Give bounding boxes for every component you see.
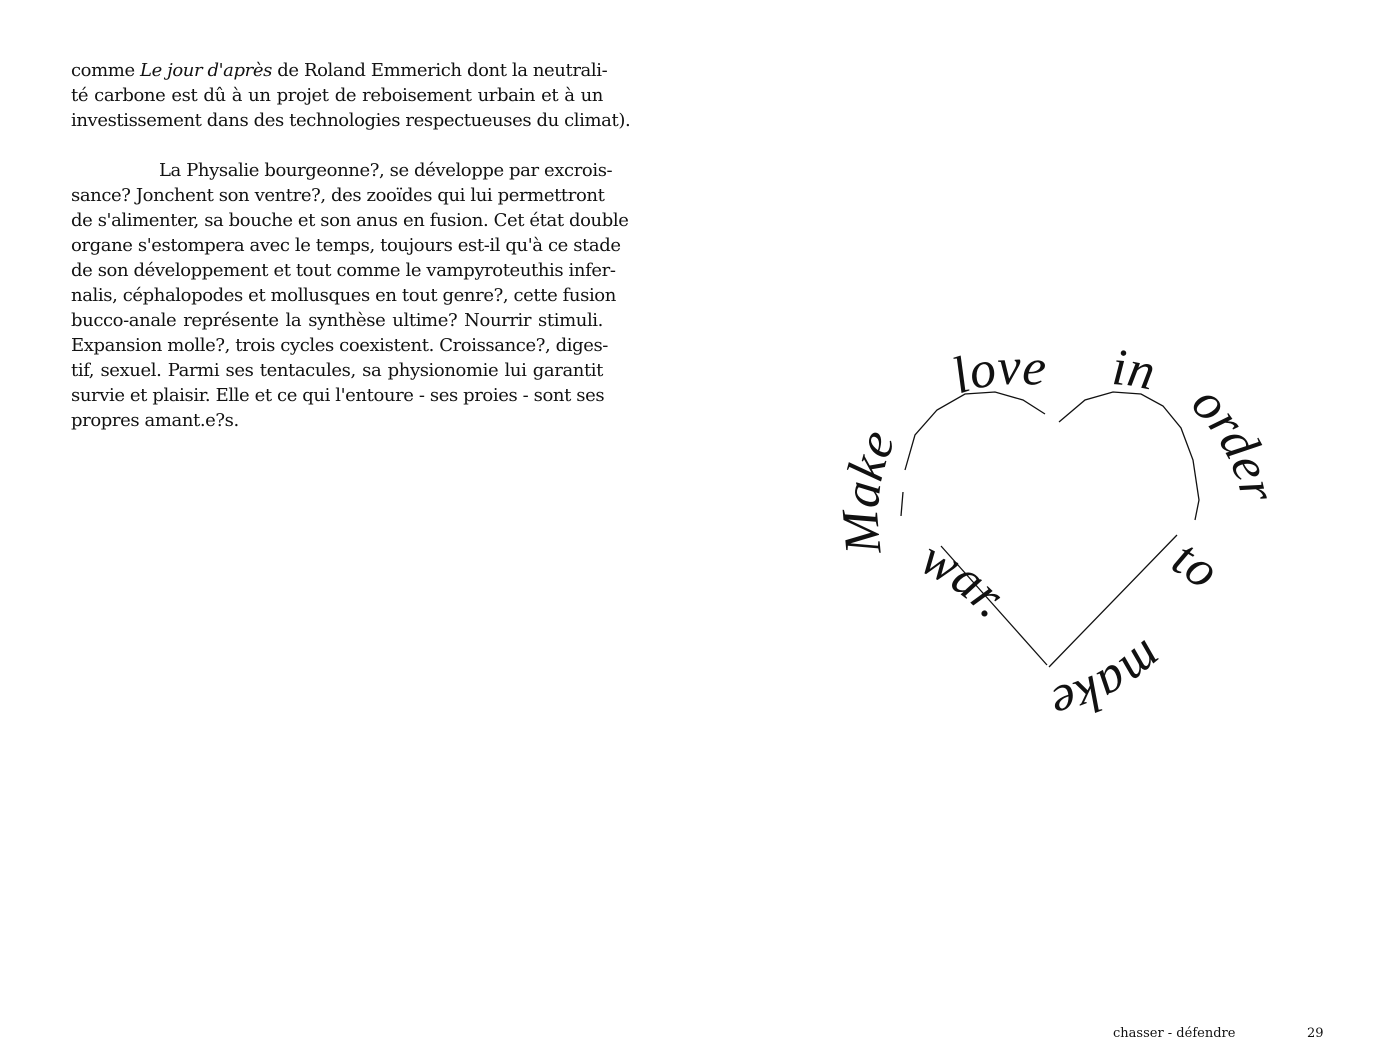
- text-line: La Physalie bourgeonne?, se développe par excrois-: [159, 160, 613, 181]
- heart-outline-right-lobe: [1059, 392, 1199, 520]
- heart-outline: [901, 392, 1199, 667]
- heart-word-to: to: [1162, 529, 1230, 601]
- text-line: té carbone est dû à un projet de reboisement urbain et à un: [71, 85, 603, 106]
- text-line: Expansion molle?, trois cycles coexistent. Croissance?, diges-: [71, 335, 608, 356]
- page-number: 29: [1307, 1026, 1324, 1041]
- text-line: bucco-anale représente la synthèse ultime? Nourrir stimuli.: [71, 310, 603, 331]
- film-title: Le jour d'après: [140, 60, 272, 81]
- right-page: [697, 0, 1394, 1063]
- running-title: chasser - défendre: [1113, 1026, 1236, 1041]
- text-line: nalis, céphalopodes et mollusques en tout genre?, cette fusion: [71, 285, 616, 306]
- text-line: comme Le jour d'après de Roland Emmerich dont la neutrali-: [71, 60, 608, 81]
- heart-word-love: love: [945, 338, 1049, 406]
- heart-svg: [827, 320, 1287, 740]
- text-line: tif, sexuel. Parmi ses tentacules, sa physionomie lui garantit: [71, 360, 603, 381]
- heart-word-in: in: [1110, 338, 1160, 402]
- heart-illustration: [827, 320, 1287, 740]
- heart-outline-left-side: [901, 492, 903, 516]
- text-line: propres amant.e?s.: [71, 410, 239, 431]
- body-text: [71, 58, 631, 433]
- heart-word-make: Make: [831, 422, 907, 557]
- text-line: organe s'estompera avec le temps, toujours est-il qu'à ce stade: [71, 235, 621, 256]
- text-line: investissement dans des technologies respectueuses du climat).: [71, 110, 631, 131]
- heart-outline-lower-right: [1049, 535, 1177, 667]
- text-line: survie et plaisir. Elle et ce qui l'entoure - ses proies - sont ses: [71, 385, 605, 406]
- heart-outline-left-lobe: [905, 392, 1045, 470]
- text-line: de s'alimenter, sa bouche et son anus en fusion. Cet état double: [71, 210, 629, 231]
- heart-word-order: order: [1180, 374, 1287, 507]
- heart-word-make-2: make: [1046, 629, 1175, 733]
- text-line: sance? Jonchent son ventre?, des zooïdes qui lui permettront: [71, 185, 605, 206]
- text-line: de son développement et tout comme le vampyroteuthis infer-: [71, 260, 616, 281]
- heart-word-war: war.: [911, 529, 1022, 629]
